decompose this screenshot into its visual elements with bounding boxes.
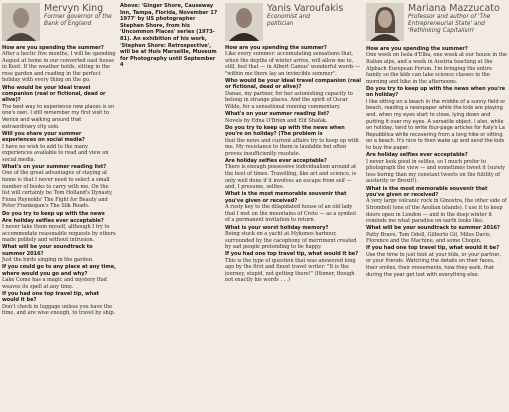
answer: Use the time to just look at your kids, or your partner, or your friends. Watching the details on their faces, their smiles, their movements, how they walk, that during the year get lost with everything else. <box>366 251 502 278</box>
question: How are you spending the summer? <box>2 44 104 51</box>
column-varoufakis <box>225 3 362 412</box>
portrait-varoufakis <box>225 3 263 41</box>
answer: Being stuck on a yacht at Mykonos harbour, surrounded by the cacophony of merriment created by sad people pretending to be happy. <box>225 230 357 251</box>
column-king <box>2 3 116 412</box>
answer: One of the great advantages of staying at home is that I never need to select a small number of books to carry with me. On the list will certainly be Tom Holland's Dynasty, Fiona Reynolds' The Fight for Beauty and Peter Frankopan's The Silk Roads. <box>2 170 113 210</box>
answer: I have no wish to add to the many experiences available to read and view on social media. <box>2 143 109 163</box>
contributor-role: politician <box>267 21 294 28</box>
question: How are you spending the summer? <box>225 44 327 51</box>
answer: I never take them myself, although I try to accommodate reasonable requests by others made politely and without intrusion. <box>2 223 116 244</box>
question: Are holiday selfies ever acceptable? <box>366 152 468 159</box>
question: Are holiday selfies ever acceptable? <box>2 217 104 224</box>
contributor-role: Professor and author of 'The <box>408 14 491 20</box>
column-caption <box>120 3 218 123</box>
portrait-mazzucato <box>366 3 404 41</box>
contributor-role: Entrepreneurial State' and <box>408 21 485 28</box>
answer: Lake Como has a magic and mystery that weaves its spell at any time. <box>2 277 108 290</box>
answer: I like sitting on a beach in the middle of a sunny field or beach, reading a newspaper while the kids are playing and, when my eyes start to close, lying down and putting it over my eyes. A versatile object. I also, while on holiday, tend to write four-page articles for Italy's La Repubblica while recovering from a long hike or sitting on a beach. It's nice to then wake up and send the kids to buy the paper. <box>366 98 506 151</box>
question: What will be your soundtrack to summer 2016? <box>2 244 93 257</box>
question: If you had one top travel tip, what would it be? <box>225 251 359 258</box>
question: If you had one top travel tip, what would it be? <box>2 290 99 304</box>
contributor-name: Yanis Varoufakis <box>267 3 344 14</box>
question: What is your worst holiday memory? <box>225 224 329 231</box>
contributor-name: Mariana Mazzucato <box>408 3 500 14</box>
qa-list <box>366 46 507 278</box>
question: If you had one top travel tip, what would it be? <box>366 245 500 252</box>
answer: Novels by Edna O'Brien and Elif Shafak. <box>225 117 328 124</box>
question: Do you try to keep up with the news <box>2 210 105 217</box>
answer: After a hectic five months, I will be spending August at home in our converted oast house in Kent. If the weather holds, sitting in the rose garden and reading in the perfect holiday with every thing on the go. <box>2 51 116 84</box>
question: Will you share your summer experiences on social media? <box>2 130 85 144</box>
answer: A rusty key to the dilapidated house of an old lady that I met on the mountains of Crete — as a symbol of a permanent invitation to return. <box>225 204 356 224</box>
contributor-role: Former governor of the <box>44 14 112 20</box>
qa-list <box>225 45 362 284</box>
question: What's on your summer reading list? <box>2 163 107 170</box>
answer: The best way to experience new places is on one's own. I still remember my first visit to Venice and walking around that extraordinary city solo. <box>2 103 115 130</box>
question: What is the most memorable souvenir that you've given or received? <box>366 185 488 198</box>
question: Who would be your ideal travel companion (real or fictional, dead or alive)? <box>225 77 361 91</box>
answer: A very large volcanic rock in Ginostra, the other side of Stromboli (one of the Aeolian islands). I use it to keep doors open in London — and in the deep winter it reminds me what paradise on earth looks like. <box>366 198 507 225</box>
contributor-role: Economist and <box>267 14 310 20</box>
answer: that the news and current affairs try to keep up with me. My resistance to them is laudable but often proves insufficiently resolute. <box>225 137 359 157</box>
qa-list <box>2 45 116 317</box>
answer: There is enough possessive individualism around at the best of times. Travelling, like art and science, is only well done if it involves an escape from self — and, I presume, selfies. <box>225 164 357 191</box>
question: Do you try to keep up with the news when you're on holiday? (The problem is <box>225 124 345 138</box>
answer: Danae, my partner, for her astonishing capacity to belong in strange places. And the spirit of Oscar Wilde, for a sensational running commentary. <box>225 90 353 110</box>
question: What's on your summer reading list? <box>225 111 330 118</box>
contributor-role: 'Rethinking Capitalism' <box>408 28 475 35</box>
question: What is the most memorable souvenir that you've given or received? <box>225 191 347 204</box>
portrait-king <box>2 3 40 41</box>
contributor-name: Mervyn King <box>44 3 104 14</box>
answer: I never look good in selfies, so I much prefer to photograph the view — and sometimes tweet it (surely less boring than my constant tweets on the futility of austerity or Brexit!). <box>366 158 505 185</box>
answer: Like every summer: accumulating sensations that, when the depths of winter arrive, will allow me to, still, feel that — in Albert Camus' wonderful words — "within me there lay an invincible summer". <box>225 51 361 77</box>
column-mazzucato <box>366 3 507 412</box>
answer: This is the type of question that was answered long ago by the first and finest travel writer: "It is the journey, stupid, not getting there!" (Homer, though not exactly his words . . .) <box>225 257 356 284</box>
question: How are you spending the summer? <box>366 46 468 52</box>
answer: Don't check in luggage unless you have the time, and are wise enough, to travel by ship. <box>2 303 116 317</box>
photo-caption: Above: 'Ginger Shore, Causeway Inn, Tampa, Florida, November 17 1977' by US photographer Stephen Shore, from his 'Uncommon Places' series (1973-81). An exhibition of his work, 'Stephen Shore: Retrospective', will be at Huis Marseille, Museum for Photography until September 4 <box>120 3 218 69</box>
answer: Patty Bravo, Tom Odell, Gilberto Gil, Miles Davis, Florence and the Machine, and some Chopin. <box>366 231 492 245</box>
question: What will be your soundtrack to summer 2016? <box>366 225 500 232</box>
question: Are holiday selfies ever acceptable? <box>225 157 327 164</box>
question: Who would be your ideal travel companion (real or fictional, dead or alive)? <box>2 84 106 104</box>
answer: One week on Isola d'Elba, one week at our house in the Italian alps, and a week in Austria teaching at the Alpbach European Forum. I'm bringing the entire family so the kids can take science classes in the morning and hike in the afternoons. <box>366 52 507 85</box>
question: If you could go to any place at any time, where would you go and why? <box>2 264 116 277</box>
answer: Just the birds singing in the garden. <box>2 257 94 264</box>
contributor-role: Bank of England <box>44 21 92 28</box>
question: Do you try to keep up with the news when you're on holiday? <box>366 85 506 99</box>
